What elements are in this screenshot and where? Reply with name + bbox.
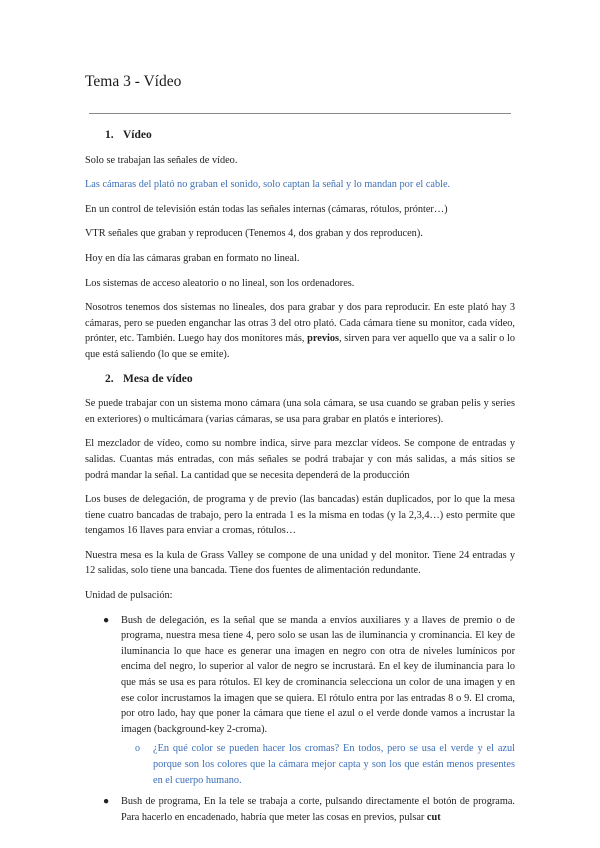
document-body — [85, 128, 515, 829]
section-number: 1. — [105, 129, 114, 141]
paragraph: Hoy en día las cámaras graban en formato no lineal. — [85, 252, 300, 264]
list-item — [85, 794, 515, 825]
bullet-list — [85, 613, 515, 826]
sub-list-item-text: ¿En qué color se pueden hacer los cromas? En todos, pero se usa el verde y el azul porque son los colores que la cámara mejor capta y son los que están menos presentes en el cuerpo humano. — [153, 743, 515, 786]
paragraph: Nuestra mesa es la kula de Grass Valley se compone de una unidad y del monitor. Tiene 24 entradas y 12 salidas, solo tiene una bancada. Tiene dos fuentes de alimentación redundante. — [85, 549, 515, 577]
paragraph: VTR señales que graban y reproducen (Tenemos 4, dos graban y dos reproducen). — [85, 228, 423, 240]
paragraph: Unidad de pulsación: — [85, 590, 173, 602]
bold-term: cut — [426, 811, 441, 823]
section-number: 2. — [105, 372, 114, 385]
section-heading-1 — [105, 128, 515, 144]
title-divider — [89, 113, 511, 114]
sub-bullet-icon: o — [135, 743, 140, 755]
list-item-text: Bush de delegación, es la señal que se manda a envíos auxiliares y a llaves de premio o de programa, nuestra mesa tiene 4, pero solo se usan las de iluminancia y crominancia. El key de iluminancia lo que hace es generar una imagen en negro con otra de niveles lumínicos por encima del negro, lo superior al valor de negro se incrustará. En el key de iluminancia para lo que más se usa es para rótulos. El key de crominancia selecciona un color de una imagen y en ese color incrustamos la imagen que se quiera. El rótulo entra por las entradas 8 o 9. El croma, por otro lado, hay que poner la cámara que tiene el azul o el verde donde vamos a incrustar la imagen (background-key 2-croma). — [121, 614, 515, 735]
paragraph: Solo se trabajan las señales de vídeo. — [85, 154, 238, 166]
section-title: Mesa de vídeo — [123, 372, 193, 385]
section-title: Vídeo — [123, 129, 152, 141]
sub-list-item — [85, 741, 515, 788]
section-heading-2 — [105, 372, 515, 388]
paragraph: En un control de televisión están todas las señales internas (cámaras, rótulos, prónter…) — [85, 203, 448, 215]
paragraph: Los sistemas de acceso aleatorio o no lineal, son los ordenadores. — [85, 277, 355, 289]
text-run: Nosotros tenemos dos sistemas no lineales, dos para grabar y dos para reproducir. En este plató hay 3 cámaras, pero se pueden enganchar las otras 3 del otro plató. Cada cámara tiene su monitor, cada vídeo, prónter, etc. También. Luego hay dos monitores más, — [85, 302, 515, 345]
text-run: , sirven para ver aquello que va a salir o lo que está saliendo (lo que se emite). — [85, 333, 515, 360]
bullet-icon: ● — [103, 614, 110, 626]
document-title: Tema 3 - Vídeo — [85, 73, 182, 90]
paragraph: El mezclador de vídeo, como su nombre indica, sirve para mezclar vídeos. Se compone de entradas y salidas. Cuantas más entradas, con más señales se podrá trabajar y con más salidas, a más sitios se podrá mandar la señal. La cantidad que se necesita dependerá de la producción — [85, 438, 515, 481]
bullet-icon: ● — [103, 796, 110, 808]
bold-term: previos — [307, 333, 340, 345]
paragraph: Se puede trabajar con un sistema mono cámara (una sola cámara, se usa cuando se graban pelis y series en exteriores) o multicámara (varias cámaras, se usa para grabar en platós e interiores). — [85, 398, 515, 425]
paragraph: Los buses de delegación, de programa y de previo (las bancadas) están duplicados, por lo que la mesa tiene cuatro bancadas de trabajo, pero la entrada 1 es la misma en todas (y la 2,3,4…) esto permite que tengamos 16 llaves para enviar a cromas, rótulos… — [85, 494, 515, 537]
list-item — [85, 613, 515, 738]
highlighted-paragraph: Las cámaras del plató no graban el sonido, solo captan la señal y lo mandan por el cable. — [85, 179, 451, 191]
paragraph — [85, 300, 515, 362]
text-run: Bush de programa, En la tele se trabaja a corte, pulsando directamente el botón de programa. Para hacerlo en encadenado, habría que meter las cosas en previos, pulsar — [121, 796, 515, 823]
